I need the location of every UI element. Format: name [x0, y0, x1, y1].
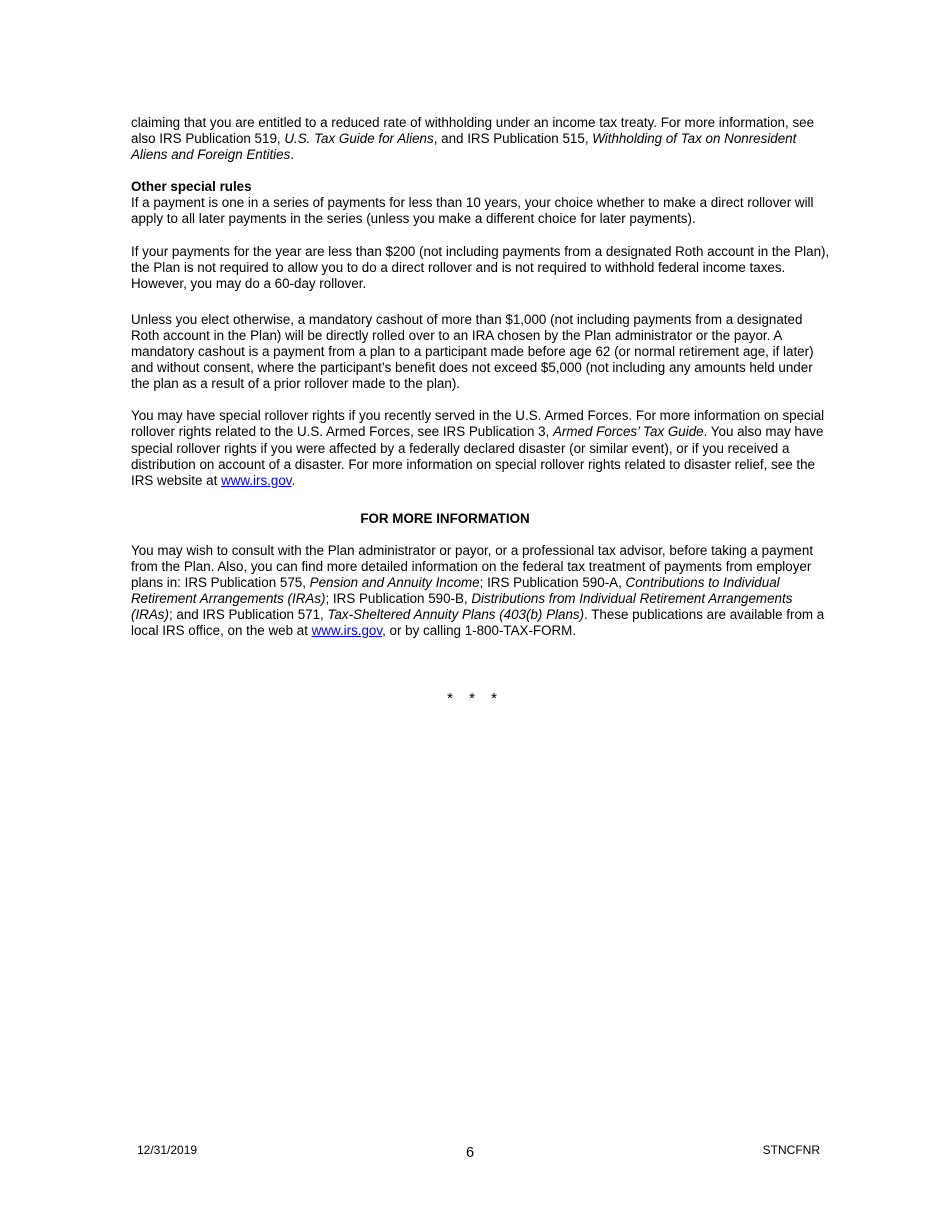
more-info-paragraph [131, 543, 831, 640]
series-payment-paragraph: If a payment is one in a series of payments for less than 10 years, your choice whether to make a direct rollover will apply to all later payments in the series (unless you make a different choice for later payments). [131, 195, 814, 227]
section-heading-other-rules: Other special rules [131, 179, 252, 195]
section-end-stars: * * * [447, 690, 503, 707]
text-run: . [291, 472, 296, 488]
publication-title: Contributions to Individual Retirement Arrangements (IRAs) [131, 575, 780, 607]
treaty-paragraph [131, 115, 831, 163]
footer-page-number: 6 [465, 1145, 475, 1161]
publication-title: Pension and Annuity Income [309, 575, 480, 591]
text-run: ; IRS Publication 590-A, [479, 575, 626, 591]
text-run: , and IRS Publication 515, [433, 131, 593, 147]
section-heading-more-info: FOR MORE INFORMATION [360, 510, 530, 526]
irs-website-link[interactable]: www.irs.gov [311, 623, 383, 639]
document-body [131, 115, 831, 639]
text-run: claiming that you are entitled to a reduced rate of withholding under an income tax treaty. For more information, see also IRS Publication 519, [131, 115, 815, 147]
text-run: . These publications are available from a local IRS office, on the web at [131, 607, 825, 639]
publication-title: Armed Forces’ Tax Guide [553, 424, 704, 440]
publication-title: Distributions from Individual Retirement Arrangements (IRAs) [131, 591, 793, 623]
text-run: ; and IRS Publication 571, [168, 607, 328, 623]
small-payment-paragraph: If your payments for the year are less than $200 (not including payments from a designated Roth account in the Plan), the Plan is not required to allow you to do a direct rollover and is not required to withhold federal income taxes. However, you may do a 60-day rollover. [131, 243, 830, 291]
text-run: , or by calling 1-800-TAX-FORM. [382, 623, 577, 639]
irs-website-link[interactable]: www.irs.gov [221, 472, 292, 488]
mandatory-cashout-paragraph: Unless you elect otherwise, a mandatory cashout of more than $1,000 (not including payments from a designated Roth account in the Plan) will be directly rolled over to an IRA chosen by the Plan administrator or the payor. A mandatory cashout is a payment from a plan to a participant made before age 62 (or normal retirement age, if later) and without consent, where the participant’s benefit does not exceed $5,000 (not including any amounts held under the plan as a result of a prior rollover made to the plan). [131, 311, 814, 392]
footer-form-code: STNCFNR [762, 1143, 820, 1157]
footer-date: 12/31/2019 [137, 1143, 198, 1157]
text-run: . [290, 147, 295, 163]
publication-title: U.S. Tax Guide for Aliens [284, 131, 434, 147]
text-run: You may have special rollover rights if you recently served in the U.S. Armed Forces. For more information on special rollover rights related to the U.S. Armed Forces, see IRS Publication 3, [131, 408, 825, 440]
publication-title: Withholding of Tax on Nonresident Aliens and Foreign Entities [131, 131, 797, 163]
publication-title: Tax-Sheltered Annuity Plans (403(b) Plans) [327, 607, 585, 623]
text-run: You may wish to consult with the Plan administrator or payor, or a professional tax advisor, before taking a payment from the Plan. Also, you can find more detailed information on the federal tax treatment of payments from employer plans in: IRS Publication 575, [131, 542, 814, 591]
text-run: . You also may have special rollover rights if you were affected by a federally declared disaster (or similar event), or if you received a distribution on account of a disaster. For more information on special rollover rights related to disaster relief, see the IRS website at [131, 424, 824, 488]
special-rollover-paragraph [131, 408, 831, 488]
text-run: ; IRS Publication 590-B, [325, 591, 472, 607]
